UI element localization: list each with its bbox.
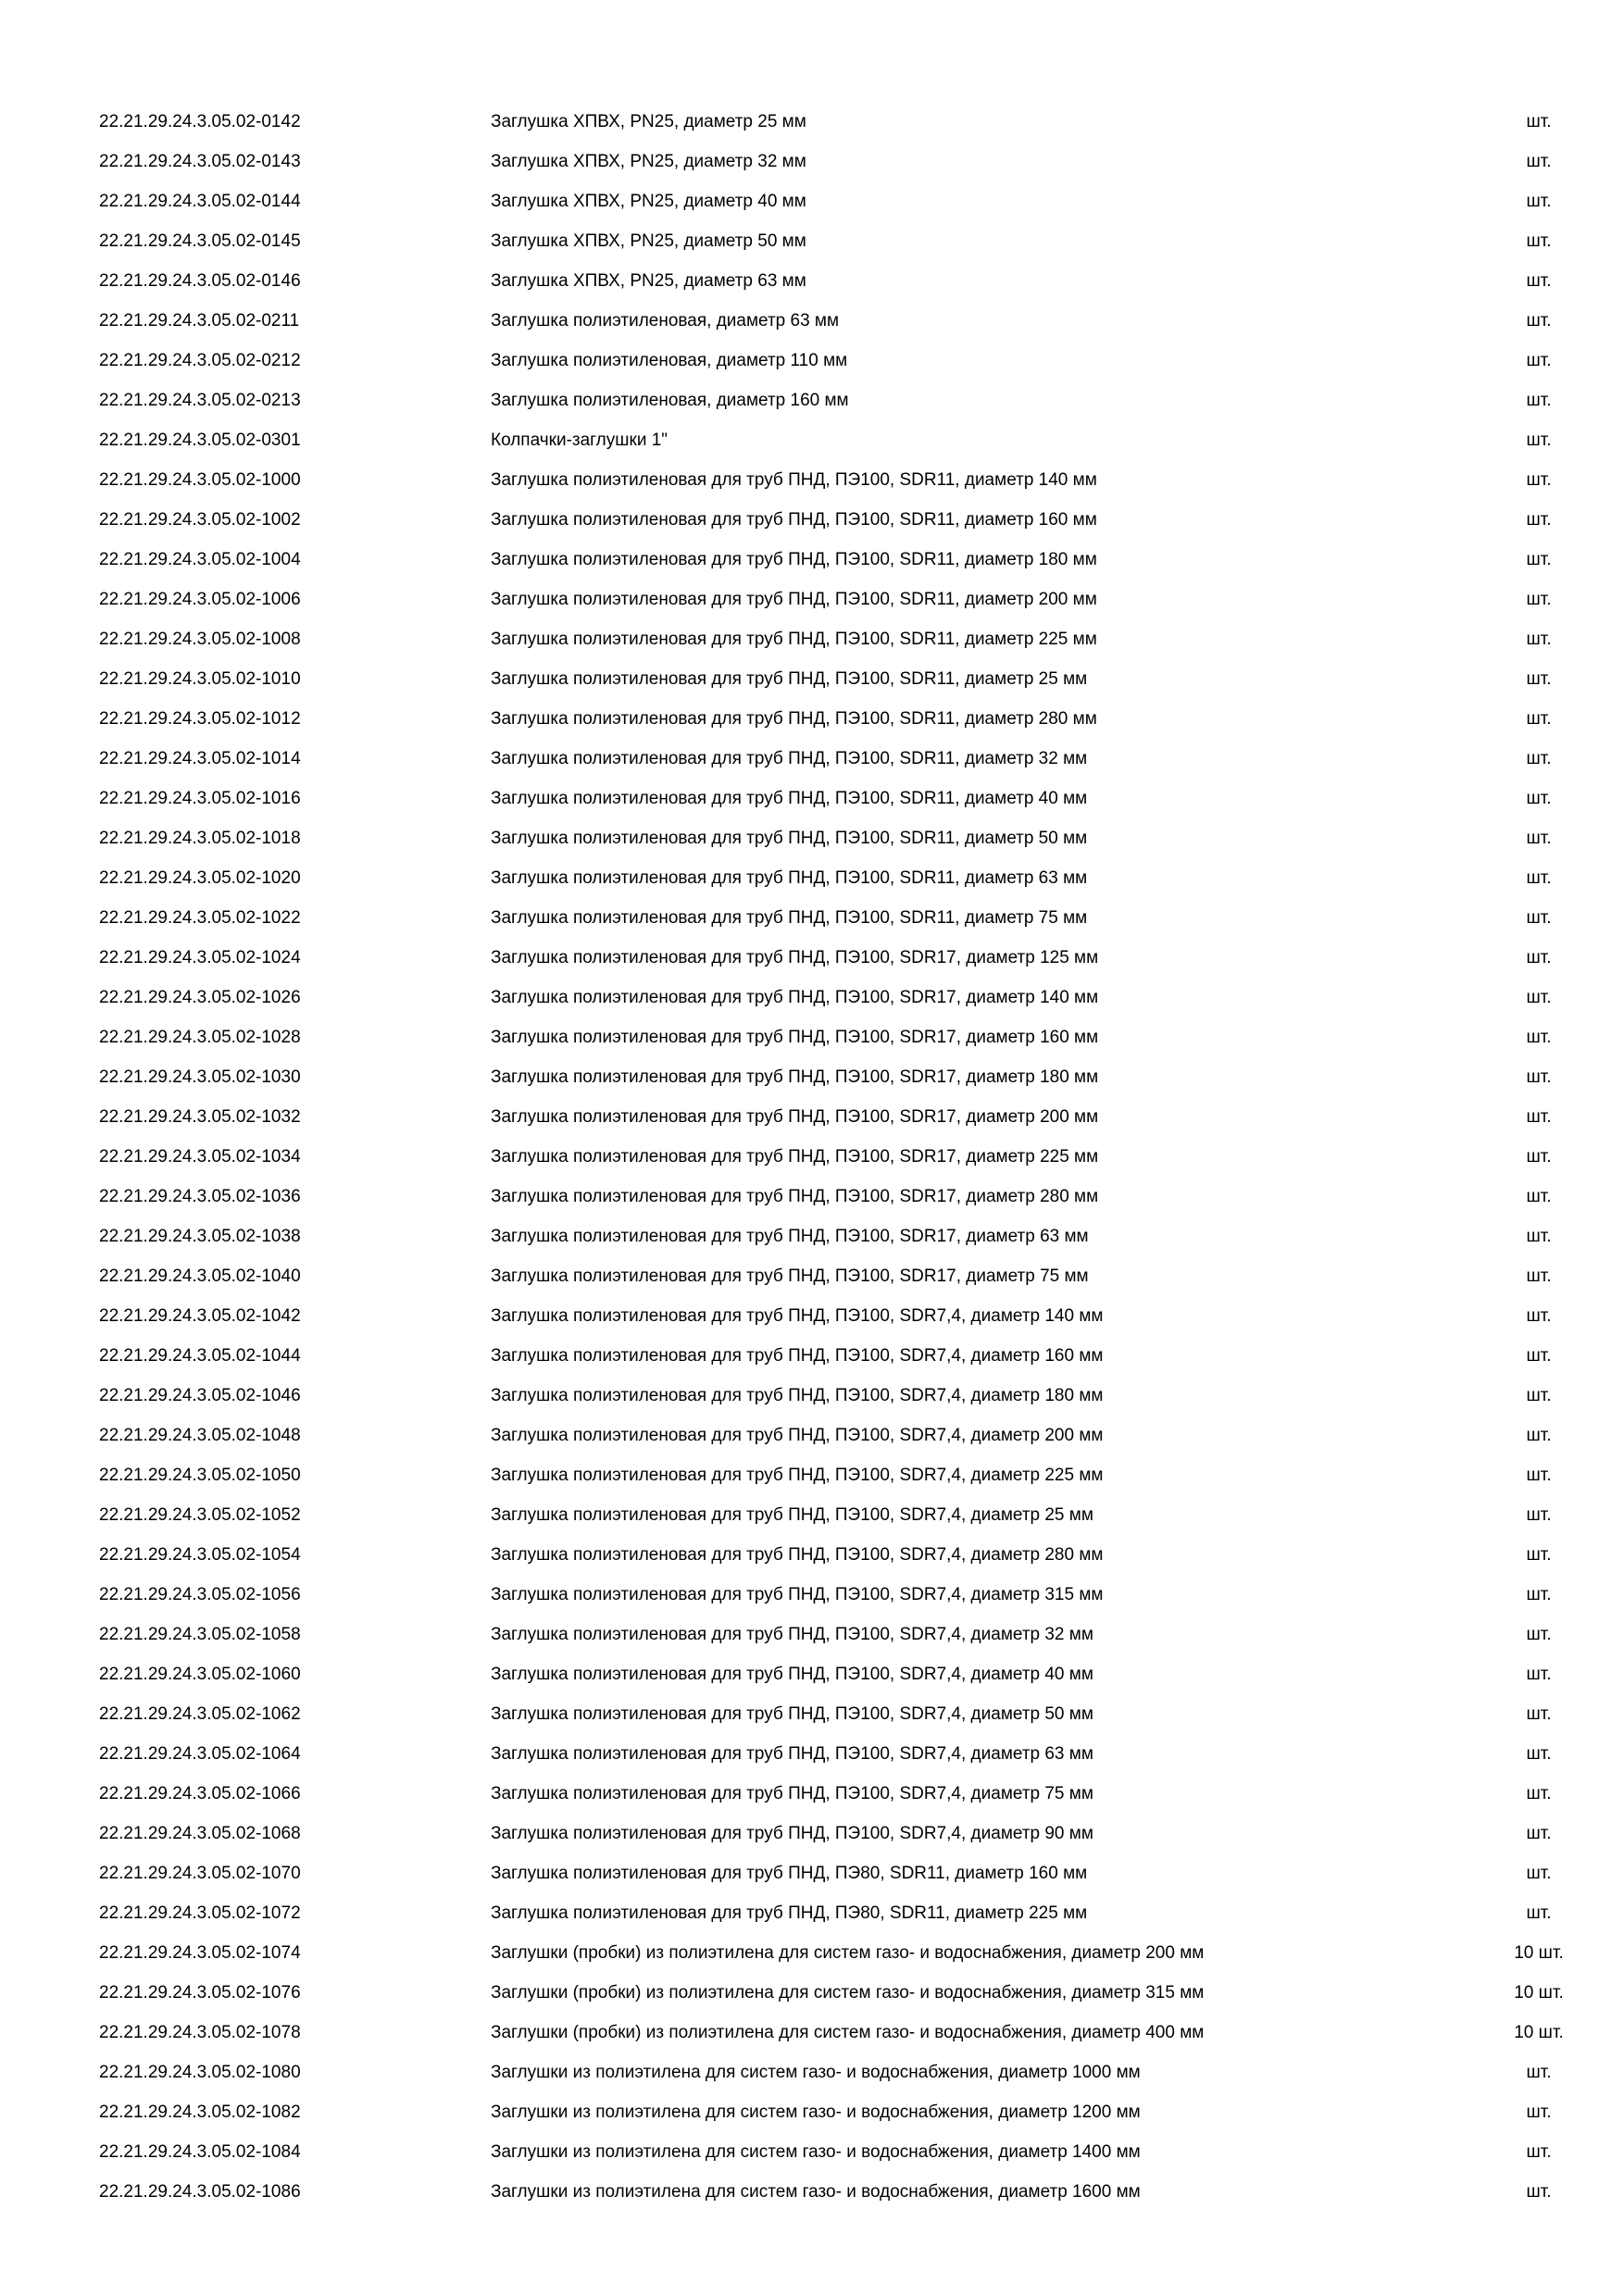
item-code: 22.21.29.24.3.05.02-1056 [99,1585,301,1604]
item-unit: шт. [1526,2142,1552,2162]
item-unit: шт. [1526,231,1552,251]
item-unit: шт. [1526,550,1552,569]
table-row [0,381,1624,420]
item-name: Заглушка ХПВХ, PN25, диаметр 32 мм [491,152,806,171]
item-unit: шт. [1526,1704,1552,1724]
table-row [0,1376,1624,1416]
item-unit: шт. [1526,789,1552,808]
item-code: 22.21.29.24.3.05.02-1066 [99,1784,301,1803]
item-name: Заглушка полиэтиленовая для труб ПНД, ПЭ100, SDR7,4, диаметр 160 мм [491,1346,1104,1366]
table-row [0,1495,1624,1535]
item-code: 22.21.29.24.3.05.02-1016 [99,789,301,808]
item-code: 22.21.29.24.3.05.02-1076 [99,1983,301,2003]
table-row [0,1535,1624,1575]
item-code: 22.21.29.24.3.05.02-0145 [99,231,301,251]
item-name: Колпачки-заглушки 1" [491,430,668,450]
table-row [0,2132,1624,2172]
table-row [0,500,1624,540]
item-unit: шт. [1526,1744,1552,1764]
item-code: 22.21.29.24.3.05.02-1052 [99,1505,301,1525]
table-row [0,1217,1624,1256]
item-code: 22.21.29.24.3.05.02-1078 [99,2023,301,2042]
item-name: Заглушка полиэтиленовая, диаметр 160 мм [491,391,849,410]
item-name: Заглушка полиэтиленовая для труб ПНД, ПЭ80, SDR11, диаметр 225 мм [491,1903,1088,1923]
item-name: Заглушка полиэтиленовая для труб ПНД, ПЭ100, SDR7,4, диаметр 280 мм [491,1545,1104,1565]
item-unit: шт. [1526,430,1552,450]
item-code: 22.21.29.24.3.05.02-1012 [99,709,301,729]
item-unit: шт. [1526,2182,1552,2202]
table-row [0,659,1624,699]
item-code: 22.21.29.24.3.05.02-1086 [99,2182,301,2202]
item-code: 22.21.29.24.3.05.02-1044 [99,1346,301,1366]
item-unit: шт. [1526,1067,1552,1087]
item-code: 22.21.29.24.3.05.02-1026 [99,988,301,1007]
item-name: Заглушка полиэтиленовая для труб ПНД, ПЭ100, SDR17, диаметр 63 мм [491,1227,1089,1246]
item-name: Заглушки из полиэтилена для систем газо- и водоснабжения, диаметр 1600 мм [491,2182,1141,2202]
item-code: 22.21.29.24.3.05.02-1046 [99,1386,301,1405]
table-row [0,1575,1624,1615]
item-unit: шт. [1526,1306,1552,1326]
item-unit: шт. [1526,351,1552,370]
item-name: Заглушки (пробки) из полиэтилена для систем газо- и водоснабжения, диаметр 400 мм [491,2023,1205,2042]
item-code: 22.21.29.24.3.05.02-1000 [99,470,301,490]
item-unit: шт. [1526,152,1552,171]
item-unit: шт. [1526,669,1552,689]
table-row [0,978,1624,1017]
item-name: Заглушка полиэтиленовая для труб ПНД, ПЭ100, SDR7,4, диаметр 180 мм [491,1386,1104,1405]
item-unit: шт. [1526,1625,1552,1644]
item-name: Заглушки из полиэтилена для систем газо- и водоснабжения, диаметр 1400 мм [491,2142,1141,2162]
item-unit: шт. [1526,1426,1552,1445]
table-row [0,1177,1624,1217]
item-code: 22.21.29.24.3.05.02-1070 [99,1864,301,1883]
item-unit: шт. [1526,192,1552,211]
item-code: 22.21.29.24.3.05.02-1036 [99,1187,301,1206]
table-row [0,460,1624,500]
item-unit: шт. [1526,1267,1552,1286]
item-unit: шт. [1526,391,1552,410]
item-code: 22.21.29.24.3.05.02-1048 [99,1426,301,1445]
table-row [0,142,1624,181]
item-unit: шт. [1526,1107,1552,1127]
item-unit: шт. [1526,709,1552,729]
item-unit: шт. [1526,1903,1552,1923]
item-name: Заглушка полиэтиленовая для труб ПНД, ПЭ100, SDR11, диаметр 160 мм [491,510,1097,530]
table-row [0,540,1624,580]
table-row [0,1814,1624,1853]
item-unit: 10 шт. [1514,1983,1564,2003]
item-code: 22.21.29.24.3.05.02-1072 [99,1903,301,1923]
item-unit: шт. [1526,868,1552,888]
table-row [0,1654,1624,1694]
table-row [0,420,1624,460]
item-unit: шт. [1526,1824,1552,1843]
item-name: Заглушка ХПВХ, PN25, диаметр 40 мм [491,192,806,211]
item-unit: шт. [1526,829,1552,848]
item-code: 22.21.29.24.3.05.02-1084 [99,2142,301,2162]
item-name: Заглушка полиэтиленовая для труб ПНД, ПЭ100, SDR17, диаметр 200 мм [491,1107,1099,1127]
item-name: Заглушка полиэтиленовая для труб ПНД, ПЭ100, SDR11, диаметр 140 мм [491,470,1097,490]
table-row [0,2092,1624,2132]
table-row [0,1774,1624,1814]
item-code: 22.21.29.24.3.05.02-1008 [99,630,301,649]
item-unit: шт. [1526,1386,1552,1405]
item-name: Заглушка полиэтиленовая для труб ПНД, ПЭ100, SDR17, диаметр 280 мм [491,1187,1099,1206]
item-unit: шт. [1526,2103,1552,2122]
item-code: 22.21.29.24.3.05.02-1018 [99,829,301,848]
item-code: 22.21.29.24.3.05.02-1062 [99,1704,301,1724]
table-row [0,1973,1624,2013]
item-name: Заглушка полиэтиленовая для труб ПНД, ПЭ100, SDR7,4, диаметр 32 мм [491,1625,1093,1644]
item-unit: шт. [1526,1346,1552,1366]
item-unit: шт. [1526,749,1552,768]
item-name: Заглушка полиэтиленовая, диаметр 63 мм [491,311,840,331]
item-code: 22.21.29.24.3.05.02-0143 [99,152,301,171]
table-row [0,619,1624,659]
item-code: 22.21.29.24.3.05.02-1058 [99,1625,301,1644]
item-name: Заглушка ХПВХ, PN25, диаметр 25 мм [491,112,806,131]
item-code: 22.21.29.24.3.05.02-0142 [99,112,301,131]
item-code: 22.21.29.24.3.05.02-1068 [99,1824,301,1843]
item-name: Заглушка полиэтиленовая для труб ПНД, ПЭ100, SDR17, диаметр 140 мм [491,988,1099,1007]
item-name: Заглушка полиэтиленовая для труб ПНД, ПЭ100, SDR11, диаметр 32 мм [491,749,1088,768]
item-name: Заглушка полиэтиленовая для труб ПНД, ПЭ100, SDR11, диаметр 280 мм [491,709,1097,729]
table-row [0,181,1624,221]
item-name: Заглушка полиэтиленовая для труб ПНД, ПЭ100, SDR11, диаметр 50 мм [491,829,1088,848]
table-row [0,938,1624,978]
item-unit: шт. [1526,1227,1552,1246]
table-row [0,779,1624,818]
table-row [0,1734,1624,1774]
item-name: Заглушка полиэтиленовая для труб ПНД, ПЭ100, SDR7,4, диаметр 90 мм [491,1824,1093,1843]
item-unit: шт. [1526,1466,1552,1485]
item-unit: шт. [1526,1147,1552,1167]
table-row [0,1455,1624,1495]
item-code: 22.21.29.24.3.05.02-0212 [99,351,301,370]
item-unit: шт. [1526,630,1552,649]
item-name: Заглушка полиэтиленовая для труб ПНД, ПЭ100, SDR7,4, диаметр 63 мм [491,1744,1093,1764]
item-code: 22.21.29.24.3.05.02-0213 [99,391,301,410]
table-row [0,2172,1624,2212]
item-unit: шт. [1526,1864,1552,1883]
item-code: 22.21.29.24.3.05.02-1014 [99,749,301,768]
item-name: Заглушка полиэтиленовая для труб ПНД, ПЭ100, SDR17, диаметр 180 мм [491,1067,1099,1087]
item-code: 22.21.29.24.3.05.02-1004 [99,550,301,569]
item-name: Заглушка полиэтиленовая для труб ПНД, ПЭ100, SDR11, диаметр 63 мм [491,868,1088,888]
item-unit: 10 шт. [1514,2023,1564,2042]
item-name: Заглушка полиэтиленовая для труб ПНД, ПЭ100, SDR7,4, диаметр 25 мм [491,1505,1093,1525]
item-code: 22.21.29.24.3.05.02-1030 [99,1067,301,1087]
table-row [0,1893,1624,1933]
item-name: Заглушка полиэтиленовая для труб ПНД, ПЭ100, SDR7,4, диаметр 140 мм [491,1306,1104,1326]
item-unit: 10 шт. [1514,1943,1564,1963]
item-code: 22.21.29.24.3.05.02-1020 [99,868,301,888]
item-name: Заглушки из полиэтилена для систем газо- и водоснабжения, диаметр 1000 мм [491,2063,1141,2082]
item-name: Заглушка полиэтиленовая для труб ПНД, ПЭ100, SDR7,4, диаметр 200 мм [491,1426,1104,1445]
item-code: 22.21.29.24.3.05.02-1028 [99,1028,301,1047]
item-name: Заглушка полиэтиленовая для труб ПНД, ПЭ100, SDR7,4, диаметр 50 мм [491,1704,1093,1724]
item-unit: шт. [1526,590,1552,609]
item-unit: шт. [1526,2063,1552,2082]
table-row [0,699,1624,739]
item-code: 22.21.29.24.3.05.02-1060 [99,1665,301,1684]
item-name: Заглушка полиэтиленовая для труб ПНД, ПЭ100, SDR17, диаметр 125 мм [491,948,1099,967]
item-name: Заглушка полиэтиленовая для труб ПНД, ПЭ100, SDR7,4, диаметр 40 мм [491,1665,1093,1684]
item-name: Заглушка полиэтиленовая, диаметр 110 мм [491,351,848,370]
item-code: 22.21.29.24.3.05.02-1064 [99,1744,301,1764]
item-name: Заглушка полиэтиленовая для труб ПНД, ПЭ100, SDR7,4, диаметр 315 мм [491,1585,1104,1604]
item-code: 22.21.29.24.3.05.02-0146 [99,271,301,291]
item-code: 22.21.29.24.3.05.02-1080 [99,2063,301,2082]
item-name: Заглушка полиэтиленовая для труб ПНД, ПЭ80, SDR11, диаметр 160 мм [491,1864,1088,1883]
item-name: Заглушка полиэтиленовая для труб ПНД, ПЭ100, SDR11, диаметр 25 мм [491,669,1088,689]
table-row [0,898,1624,938]
table-row [0,818,1624,858]
item-code: 22.21.29.24.3.05.02-1082 [99,2103,301,2122]
item-code: 22.21.29.24.3.05.02-1038 [99,1227,301,1246]
table-row [0,2013,1624,2053]
item-code: 22.21.29.24.3.05.02-1002 [99,510,301,530]
catalog-table [0,102,1624,2212]
table-row [0,221,1624,261]
item-unit: шт. [1526,1545,1552,1565]
item-unit: шт. [1526,470,1552,490]
item-name: Заглушки (пробки) из полиэтилена для систем газо- и водоснабжения, диаметр 200 мм [491,1943,1205,1963]
table-row [0,341,1624,381]
item-name: Заглушка полиэтиленовая для труб ПНД, ПЭ100, SDR11, диаметр 225 мм [491,630,1097,649]
item-code: 22.21.29.24.3.05.02-1006 [99,590,301,609]
item-unit: шт. [1526,988,1552,1007]
item-name: Заглушки (пробки) из полиэтилена для систем газо- и водоснабжения, диаметр 315 мм [491,1983,1205,2003]
item-unit: шт. [1526,948,1552,967]
item-name: Заглушка полиэтиленовая для труб ПНД, ПЭ100, SDR17, диаметр 160 мм [491,1028,1099,1047]
table-row [0,1057,1624,1097]
item-code: 22.21.29.24.3.05.02-1034 [99,1147,301,1167]
item-unit: шт. [1526,1028,1552,1047]
item-name: Заглушки из полиэтилена для систем газо- и водоснабжения, диаметр 1200 мм [491,2103,1141,2122]
table-row [0,1615,1624,1654]
item-code: 22.21.29.24.3.05.02-1054 [99,1545,301,1565]
table-row [0,1256,1624,1296]
table-row [0,1017,1624,1057]
item-unit: шт. [1526,1187,1552,1206]
item-code: 22.21.29.24.3.05.02-1010 [99,669,301,689]
table-row [0,739,1624,779]
table-row [0,1296,1624,1336]
item-code: 22.21.29.24.3.05.02-1024 [99,948,301,967]
item-code: 22.21.29.24.3.05.02-0144 [99,192,301,211]
item-code: 22.21.29.24.3.05.02-1050 [99,1466,301,1485]
table-row [0,858,1624,898]
table-row [0,1336,1624,1376]
item-name: Заглушка полиэтиленовая для труб ПНД, ПЭ100, SDR11, диаметр 200 мм [491,590,1097,609]
item-name: Заглушка полиэтиленовая для труб ПНД, ПЭ100, SDR11, диаметр 180 мм [491,550,1097,569]
item-unit: шт. [1526,1665,1552,1684]
table-row [0,1137,1624,1177]
table-row [0,1694,1624,1734]
table-row [0,1853,1624,1893]
item-unit: шт. [1526,908,1552,928]
table-row [0,1097,1624,1137]
item-name: Заглушка полиэтиленовая для труб ПНД, ПЭ100, SDR11, диаметр 40 мм [491,789,1088,808]
item-code: 22.21.29.24.3.05.02-1042 [99,1306,301,1326]
item-code: 22.21.29.24.3.05.02-1040 [99,1267,301,1286]
item-name: Заглушка полиэтиленовая для труб ПНД, ПЭ100, SDR17, диаметр 75 мм [491,1267,1089,1286]
item-name: Заглушка ХПВХ, PN25, диаметр 63 мм [491,271,806,291]
item-code: 22.21.29.24.3.05.02-0301 [99,430,301,450]
table-row [0,1416,1624,1455]
item-code: 22.21.29.24.3.05.02-0211 [99,311,300,331]
table-row [0,301,1624,341]
item-name: Заглушка полиэтиленовая для труб ПНД, ПЭ100, SDR7,4, диаметр 225 мм [491,1466,1104,1485]
item-unit: шт. [1526,1585,1552,1604]
item-unit: шт. [1526,1784,1552,1803]
item-unit: шт. [1526,112,1552,131]
item-unit: шт. [1526,271,1552,291]
table-row [0,261,1624,301]
table-row [0,102,1624,142]
item-code: 22.21.29.24.3.05.02-1022 [99,908,301,928]
item-name: Заглушка полиэтиленовая для труб ПНД, ПЭ100, SDR11, диаметр 75 мм [491,908,1088,928]
item-name: Заглушка полиэтиленовая для труб ПНД, ПЭ100, SDR7,4, диаметр 75 мм [491,1784,1093,1803]
item-code: 22.21.29.24.3.05.02-1032 [99,1107,301,1127]
item-unit: шт. [1526,311,1552,331]
item-name: Заглушка полиэтиленовая для труб ПНД, ПЭ100, SDR17, диаметр 225 мм [491,1147,1099,1167]
table-row [0,1933,1624,1973]
item-code: 22.21.29.24.3.05.02-1074 [99,1943,301,1963]
item-unit: шт. [1526,1505,1552,1525]
table-row [0,2053,1624,2092]
item-name: Заглушка ХПВХ, PN25, диаметр 50 мм [491,231,806,251]
item-unit: шт. [1526,510,1552,530]
table-row [0,580,1624,619]
